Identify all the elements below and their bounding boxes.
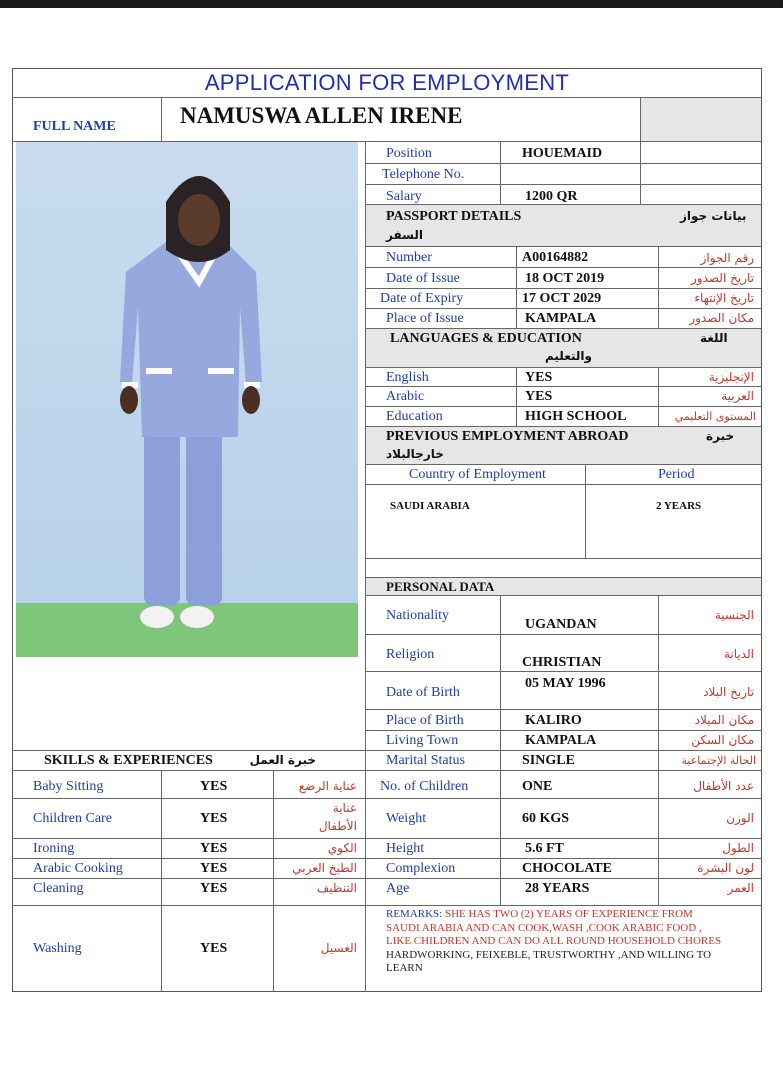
marital-status-label: Marital Status xyxy=(386,753,465,768)
marital-status-ar: الحالة الإجتماعية xyxy=(681,754,756,767)
arabic-value: YES xyxy=(525,389,553,404)
position-value: HOUEMAID xyxy=(522,146,603,161)
place-of-birth-label: Place of Birth xyxy=(386,713,464,728)
previous-employment-header-ar-1: خبرة xyxy=(706,429,735,443)
education-ar: المستوى التعليمي xyxy=(674,410,756,423)
top-bar xyxy=(0,0,783,8)
children-count-label: No. of Children xyxy=(380,779,469,794)
height-ar: الطول xyxy=(722,841,754,855)
remarks-block xyxy=(386,908,758,976)
cleaning-ar: التنظيف xyxy=(316,881,357,895)
english-ar: الإنجليزية xyxy=(708,370,754,384)
date-of-expiry-value: 17 OCT 2029 xyxy=(522,291,602,306)
remarks-line-1: SHE HAS TWO (2) YEARS OF EXPERIENCE FROM xyxy=(445,908,693,920)
remarks-line-2: SAUDI ARABIA AND CAN COOK,WASH ,COOK ARABIC FOOD , xyxy=(386,921,702,934)
complexion-ar: لون البشرة xyxy=(697,861,754,875)
height-value: 5.6 FT xyxy=(525,841,564,856)
salary-value: 1200 QR xyxy=(525,189,578,204)
children-care-ar-2: الأطفال xyxy=(318,819,357,833)
weight-ar: الوزن xyxy=(726,811,754,825)
salary-label: Salary xyxy=(386,189,422,204)
place-of-issue-value: KAMPALA xyxy=(525,311,597,326)
country-of-employment-label: Country of Employment xyxy=(409,467,546,482)
age-value: 28 YEARS xyxy=(525,881,590,896)
weight-label: Weight xyxy=(386,811,427,826)
period-label: Period xyxy=(658,467,695,482)
date-of-issue-value: 18 OCT 2019 xyxy=(525,271,605,286)
skills-header: SKILLS & EXPERIENCES xyxy=(44,753,213,768)
cleaning-value: YES xyxy=(200,881,228,896)
country-of-employment-value: SAUDI ARABIA xyxy=(390,500,470,512)
form-title: APPLICATION FOR EMPLOYMENT xyxy=(204,70,570,95)
passport-number-ar: رقم الجواز xyxy=(700,251,754,265)
marital-status-value: SINGLE xyxy=(522,753,575,768)
baby-sitting-value: YES xyxy=(200,779,228,794)
date-of-issue-label: Date of Issue xyxy=(386,271,460,286)
passport-header-ar-1: بيانات جواز xyxy=(680,209,747,223)
children-care-value: YES xyxy=(200,811,228,826)
children-count-value: ONE xyxy=(522,779,553,794)
ironing-label: Ironing xyxy=(33,841,75,856)
living-town-ar: مكان السكن xyxy=(691,733,754,747)
languages-header-ar-1: اللغة xyxy=(700,331,728,345)
period-value: 2 YEARS xyxy=(656,500,702,512)
date-of-expiry-ar: تاريخ الإنتهاء xyxy=(694,291,754,305)
age-label: Age xyxy=(386,881,410,896)
skills-header-ar: خبرة العمل xyxy=(249,753,316,767)
full-name-label: FULL NAME xyxy=(33,119,116,134)
religion-label: Religion xyxy=(386,647,435,662)
passport-header-text: PASSPORT DETAILS xyxy=(386,209,522,224)
languages-header-ar-2: والتعليم xyxy=(545,349,592,363)
ironing-ar: الكوي xyxy=(327,841,357,855)
living-town-value: KAMPALA xyxy=(525,733,597,748)
children-care-label: Children Care xyxy=(33,811,112,826)
applicant-photo xyxy=(16,142,358,657)
cleaning-label: Cleaning xyxy=(33,881,84,896)
washing-label: Washing xyxy=(33,941,82,956)
education-value: HIGH SCHOOL xyxy=(525,409,627,424)
arabic-cooking-value: YES xyxy=(200,861,228,876)
arabic-cooking-label: Arabic Cooking xyxy=(33,861,123,876)
remarks-line-5: LEARN xyxy=(386,962,423,974)
languages-header-text: LANGUAGES & EDUCATION xyxy=(390,331,582,346)
place-of-birth-ar: مكان الميلاد xyxy=(694,713,754,727)
date-of-issue-ar: تاريخ الصدور xyxy=(691,271,754,285)
place-of-issue-label: Place of Issue xyxy=(386,311,464,326)
remarks-label: REMARKS: xyxy=(386,908,443,920)
date-of-birth-value: 05 MAY 1996 xyxy=(525,676,606,691)
date-of-expiry-label: Date of Expiry xyxy=(380,291,464,306)
passport-header-ar-2: السفر xyxy=(386,228,423,242)
arabic-ar: العربية xyxy=(721,389,754,403)
personal-data-header-text: PERSONAL DATA xyxy=(386,579,495,594)
weight-value: 60 KGS xyxy=(522,811,570,826)
remarks-line-4: HARDWORKING, FEIXEBLE, TRUSTWORTHY ,AND WILLING TO xyxy=(386,948,712,961)
place-of-birth-value: KALIRO xyxy=(525,713,582,728)
full-name-value: NAMUSWA ALLEN IRENE xyxy=(180,103,463,128)
living-town-label: Living Town xyxy=(386,733,459,748)
height-label: Height xyxy=(386,841,425,856)
place-of-issue-ar: مكان الصدور xyxy=(689,311,754,325)
arabic-label: Arabic xyxy=(386,389,425,404)
previous-employment-header-ar-2: خارجالبلاد xyxy=(386,447,444,461)
arabic-cooking-ar: الطبخ العربي xyxy=(292,861,357,875)
nationality-label: Nationality xyxy=(386,608,449,623)
nationality-ar: الجنسية xyxy=(714,608,754,622)
english-label: English xyxy=(386,370,429,385)
position-label: Position xyxy=(386,146,432,161)
nationality-value: UGANDAN xyxy=(525,617,597,632)
passport-number-value: A00164882 xyxy=(522,250,589,265)
baby-sitting-ar: عناية الرضع xyxy=(298,779,357,793)
remarks-line-3: LIKE CHILDREN AND CAN DO ALL ROUND HOUSEHOLD CHORES xyxy=(386,935,722,947)
religion-value: CHRISTIAN xyxy=(522,655,602,670)
ironing-value: YES xyxy=(200,841,228,856)
previous-employment-header-text: PREVIOUS EMPLOYMENT ABROAD xyxy=(386,429,629,444)
telephone-label: Telephone No. xyxy=(382,167,465,182)
complexion-value: CHOCOLATE xyxy=(522,861,612,876)
religion-ar: الديانة xyxy=(723,647,754,661)
baby-sitting-label: Baby Sitting xyxy=(33,779,104,794)
english-value: YES xyxy=(525,370,553,385)
washing-ar: الغسيل xyxy=(320,941,357,955)
children-care-ar-1: عناية xyxy=(332,801,357,815)
washing-value: YES xyxy=(200,941,228,956)
education-label: Education xyxy=(386,409,443,424)
passport-number-label: Number xyxy=(386,250,432,265)
children-count-ar: عدد الأطفال xyxy=(693,779,754,793)
age-ar: العمر xyxy=(727,881,754,895)
date-of-birth-ar: تاريخ البلاد xyxy=(703,685,754,699)
name-row-gray-cell xyxy=(641,98,761,141)
date-of-birth-label: Date of Birth xyxy=(386,685,460,700)
complexion-label: Complexion xyxy=(386,861,456,876)
